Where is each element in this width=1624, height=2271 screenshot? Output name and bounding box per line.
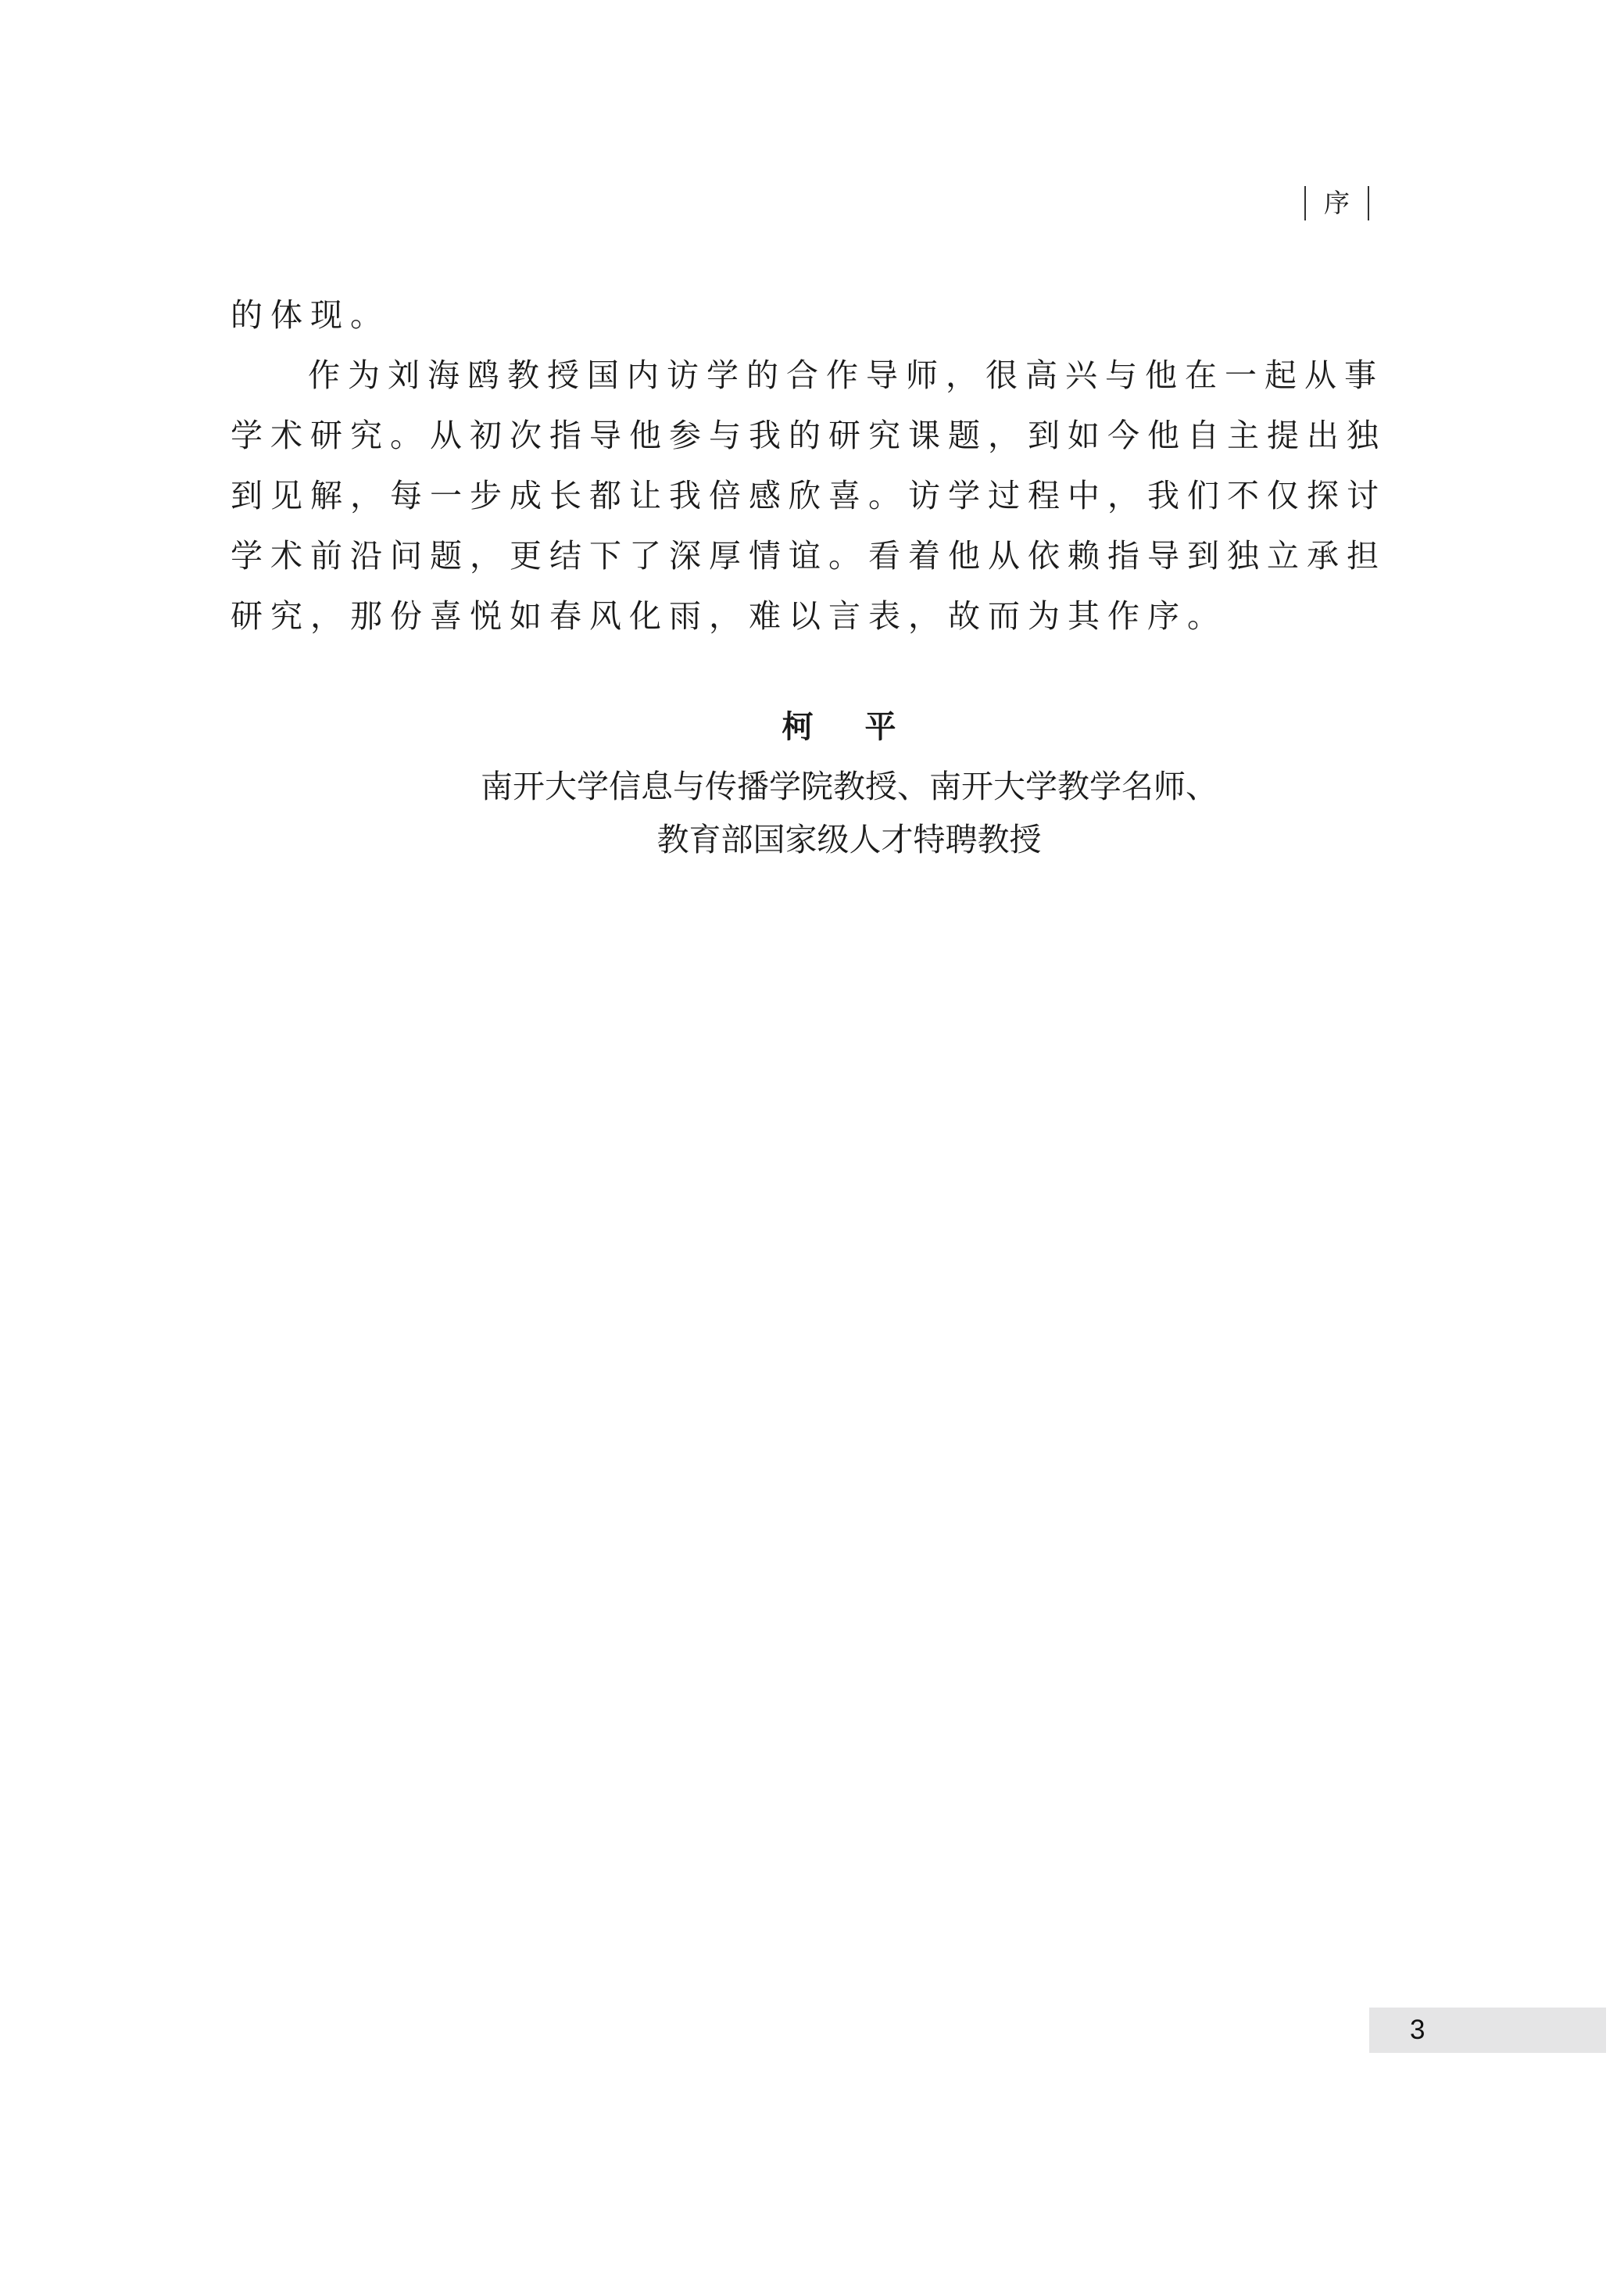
section-title: 序: [1324, 188, 1350, 218]
page-number: 3: [1410, 2015, 1425, 2045]
author-title-line: 南开大学信息与传播学院教授、南开大学教学名师、: [481, 768, 1218, 805]
header-right-rule: [1368, 186, 1369, 220]
author-name: 柯 平: [782, 709, 917, 745]
author-title-line: 教育部国家级人才特聘教授: [656, 821, 1042, 858]
page-number-bar: [1369, 2008, 1606, 2053]
running-header: [1304, 186, 1369, 220]
body-line: 研究，那份喜悦如春风化雨，难以言表，故而为其作序。: [231, 597, 1227, 635]
body-line: 作为刘海鸥教授国内访学的合作导师，很高兴与他在一起从事: [308, 356, 1384, 394]
body-line: 学术前沿问题，更结下了深厚情谊。看着他从依赖指导到独立承担: [231, 537, 1386, 575]
body-line: 的体现。: [231, 296, 390, 334]
preface-body: [231, 285, 1386, 647]
body-line: 到见解，每一步成长都让我倍感欣喜。访学过程中，我们不仅探讨: [231, 477, 1386, 514]
body-line: 学术研究。从初次指导他参与我的研究课题，到如今他自主提出独: [231, 417, 1386, 454]
